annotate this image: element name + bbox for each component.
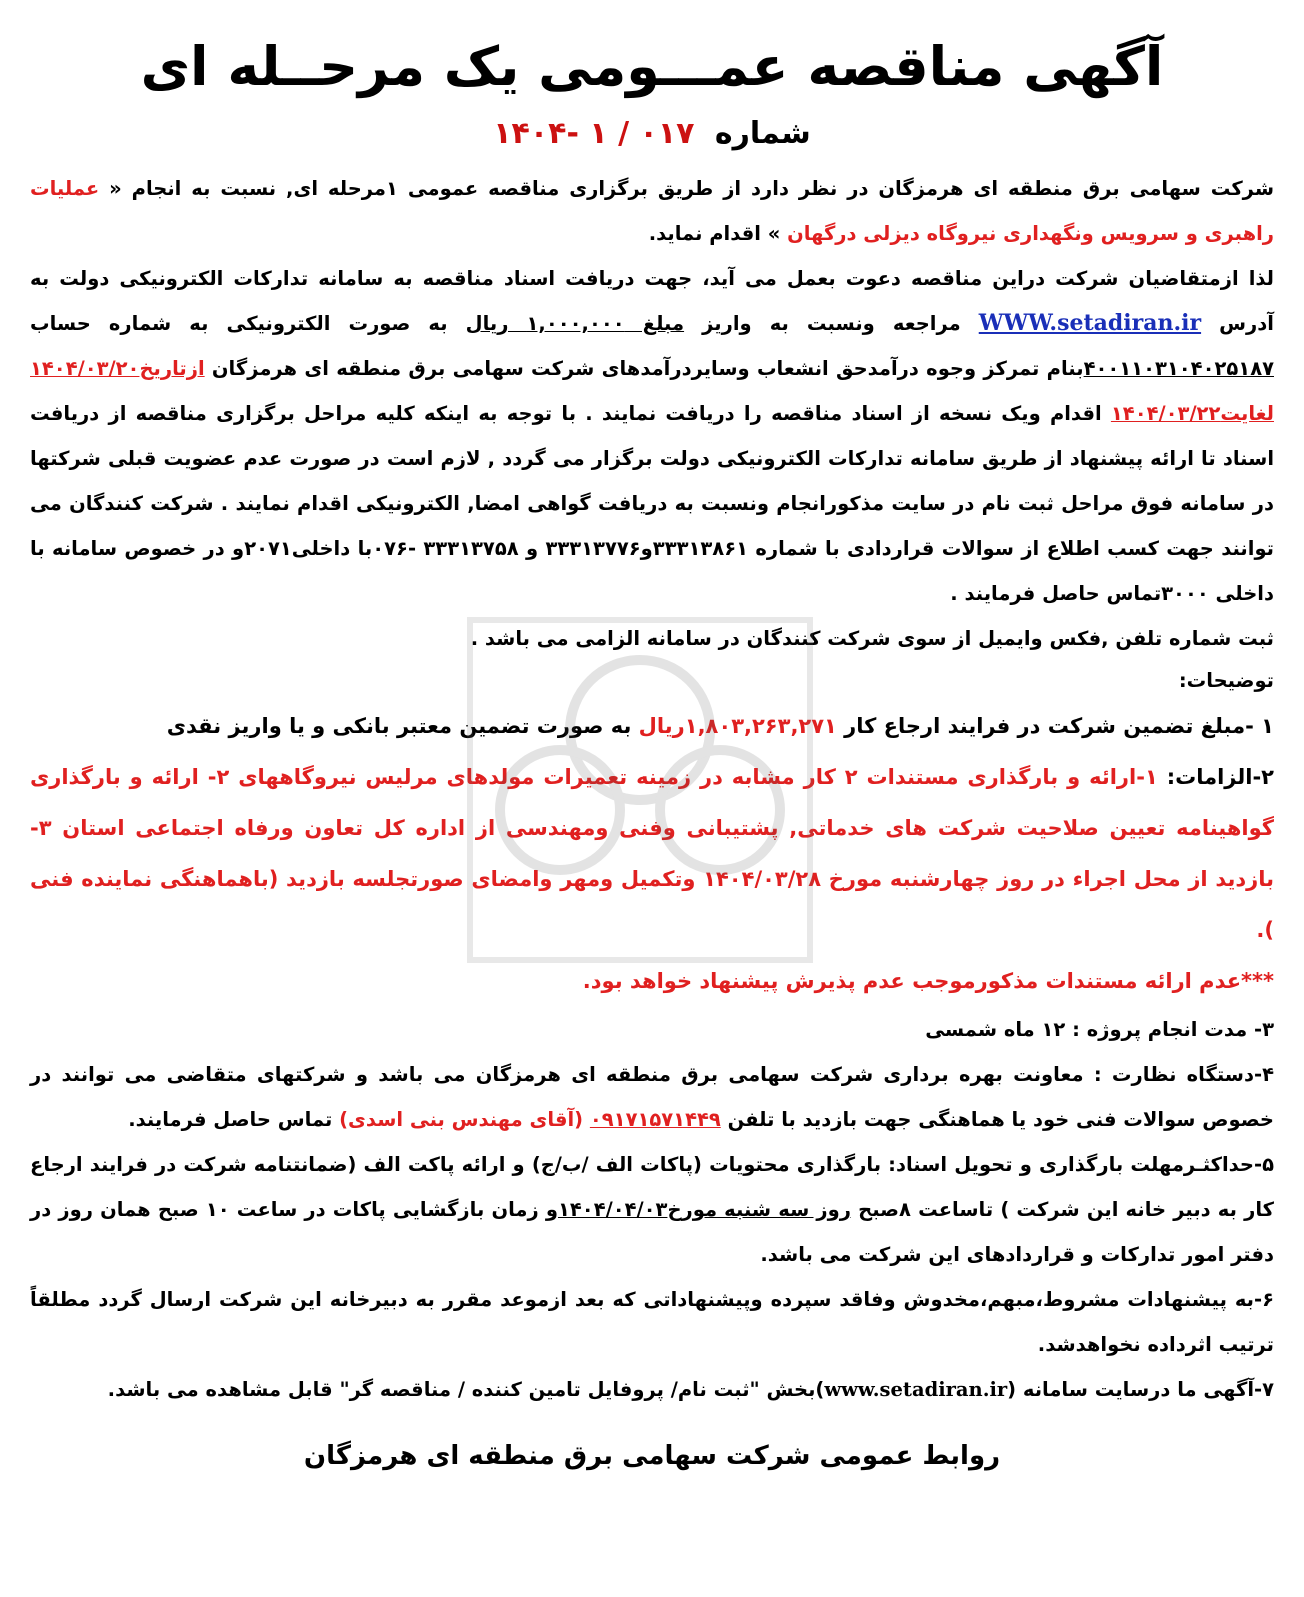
notice-title: آگهی مناقصه عمـــومی یک مرحــله ای bbox=[140, 35, 1164, 98]
contact-info-requirement: ثبت شماره تلفن ,فکس وایمیل از سوی شرکت کنندگان در سامانه الزامی می باشد . bbox=[470, 627, 1274, 650]
supervision-text: ۴-دستگاه نظارت : معاونت بهره برداری شرکت سهامی برق منطقه ای هرمزگان می باشد و شرکتهای متقاضی می توانند در خصوص سوالات فنی خود یا هماهنگی جهت بازدید با تلفن bbox=[30, 1063, 1274, 1131]
number-value: ۰۱۷ / ۱ -۱۴۰۴ bbox=[493, 116, 695, 151]
signature: روابط عمومی شرکت سهامی برق منطقه ای هرمزگان bbox=[303, 1441, 1001, 1471]
item-deadline bbox=[30, 1142, 1274, 1277]
item-guarantee bbox=[30, 701, 1274, 752]
document-fee: مبلغ ۱,۰۰۰,۰۰۰ ریال bbox=[465, 312, 685, 335]
item-duration: ۳- مدت انجام پروژه : ۱۲ ماه شمسی bbox=[925, 1018, 1274, 1041]
guarantee-amount: ۱,۸۰۳,۲۶۳,۲۷۱ریال bbox=[638, 714, 837, 738]
supervision-phone: ۰۹۱۷۱۵۷۱۴۴۹ bbox=[589, 1108, 721, 1131]
notes-heading: توضیحات: bbox=[1178, 669, 1274, 692]
requirements-warning: ***عدم ارائه مستندات مذکورموجب عدم پذیرش پیشنهاد خواهد بود. bbox=[582, 969, 1274, 993]
item-requirements bbox=[30, 752, 1274, 956]
supervision-text-end: تماس حاصل فرمایند. bbox=[128, 1108, 340, 1131]
requirements-text: ۱-ارائه و بارگذاری مستندات ۲ کار مشابه در زمینه تعمیرات مولدهای مرلیس نیروگاههای ۲- ارائه و بارگذاری گواهینامه تعیین صلاحیت شرکت های خدماتی, پشتیبانی وفنی ومهندسی از اداره کل تعاون ورفاه اجتماعی استان ۳- بازدید از محل اجراء در روز چهارشنبه مورخ ۱۴۰۴/۰۳/۲۸ وتکمیل ومهر وامضای صورتجلسه بازدید (باهماهنگی نماینده فنی ). bbox=[30, 765, 1274, 942]
invitation-text-4: بنام تمرکز وجوه درآمدحق انشعاب وسایردرآمدهای شرکت سهامی برق منطقه ای هرمزگان bbox=[204, 357, 1084, 380]
invitation-text-3: به صورت الکترونیکی به شماره حساب bbox=[30, 312, 466, 335]
deadline-text-end: و زمان بازگشایی پاکات در ساعت ۱۰ صبح همان روز در دفتر امور تدارکات و قراردادهای این شرکت می باشد. bbox=[30, 1198, 1274, 1266]
document-dates: ازتاریخ۱۴۰۴/۰۳/۲۰ لغایت۱۴۰۴/۰۳/۲۲ bbox=[30, 357, 1274, 425]
website-text: ۷-آگهی ما درسایت سامانه ( bbox=[1007, 1378, 1274, 1401]
number-label: شماره bbox=[714, 116, 811, 151]
notice-number bbox=[30, 106, 1274, 162]
invitation-paragraph bbox=[30, 256, 1274, 616]
deadline-date: روز سه شنبه مورخ۱۴۰۴/۰۴/۰۳ bbox=[557, 1198, 851, 1221]
project-title: عملیات راهبری و سرویس ونگهداری نیروگاه دیزلی درگهان bbox=[30, 177, 1274, 245]
tender-notice-page bbox=[30, 28, 1274, 1588]
guarantee-text-end: به صورت تضمین معتبر بانکی و یا واریز نقدی bbox=[166, 714, 639, 738]
invitation-text: لذا ازمتقاضیان شرکت دراین مناقصه دعوت بعمل می آید، جهت دریافت اسناد مناقصه به سامانه تدارکات الکترونیکی دولت به آدرس bbox=[30, 267, 1274, 335]
website-text-end: )بخش "ثبت نام/ پروفایل تامین کننده / مناقصه گر" قابل مشاهده می باشد. bbox=[107, 1378, 825, 1401]
invitation-text-5: اقدام ویک نسخه از اسناد مناقصه را دریافت نمایند . با توجه به اینکه کلیه مراحل برگزاری مناقصه از دریافت اسناد تا ارائه پیشنهاد از طریق سامانه تدارکات الکترونیکی دولت برگزار می گردد , لازم است در صورت عدم عضویت قبلی شرکتها در سامانه فوق مراحل ثبت نام در سایت مذکورانجام ونسبت به دریافت گواهی امضا, الکترونیکی اقدام نمایند . شرکت کنندگان می توانند جهت کسب اطلاع از سوالات قراردادی با شماره ۳۳۳۱۳۸۶۱و۳۳۳۱۳۷۷۶ و ۳۳۳۱۳۷۵۸ -۰۷۶با داخلی۲۰۷۱و در خصوص سامانه با داخلی ۳۰۰۰تماس حاصل فرمایند . bbox=[30, 402, 1274, 605]
invitation-text-2: مراجعه ونسبت به واریز bbox=[684, 312, 979, 335]
intro-paragraph bbox=[30, 166, 1274, 256]
item-rejection: ۶-به پیشنهادات مشروط،مبهم،مخدوش وفاقد سپرده وپیشنهاداتی که بعد ازموعد مقرر به دبیرخانه این شرکت ارسال گردد مطلقاً ترتیب اثرداده نخواهدشد. bbox=[30, 1288, 1274, 1356]
setadiran-link[interactable]: WWW.setadiran.ir bbox=[978, 310, 1202, 336]
guarantee-text: ۱ -مبلغ تضمین شرکت در فرایند ارجاع کار bbox=[836, 714, 1274, 738]
website-link[interactable]: www.setadiran.ir bbox=[824, 1378, 1008, 1401]
deadline-text: ۵-حداکثـرمهلت بارگذاری و تحویل اسناد: بارگذاری محتویات (پاکات الف /ب/ج) و ارائه پاکت الف (ضمانتنامه شرکت در فرایند ارجاع کار به دبیر خانه این شرکت ) تاساعت ۸صبح bbox=[30, 1153, 1274, 1221]
intro-text-end: » اقدام نماید. bbox=[648, 222, 788, 245]
account-number: ۴۰۰۱۱۰۳۱۰۴۰۲۵۱۸۷ bbox=[1083, 357, 1274, 380]
item-website bbox=[30, 1367, 1274, 1412]
requirements-label: ۲-الزامات: bbox=[1157, 765, 1274, 789]
intro-text: شرکت سهامی برق منطقه ای هرمزگان در نظر دارد از طریق برگزاری مناقصه عمومی ۱مرحله ای, نسبت به انجام « bbox=[99, 177, 1274, 200]
item-supervision bbox=[30, 1052, 1274, 1142]
supervision-contact: (آقای مهندس بنی اسدی) bbox=[339, 1108, 590, 1131]
